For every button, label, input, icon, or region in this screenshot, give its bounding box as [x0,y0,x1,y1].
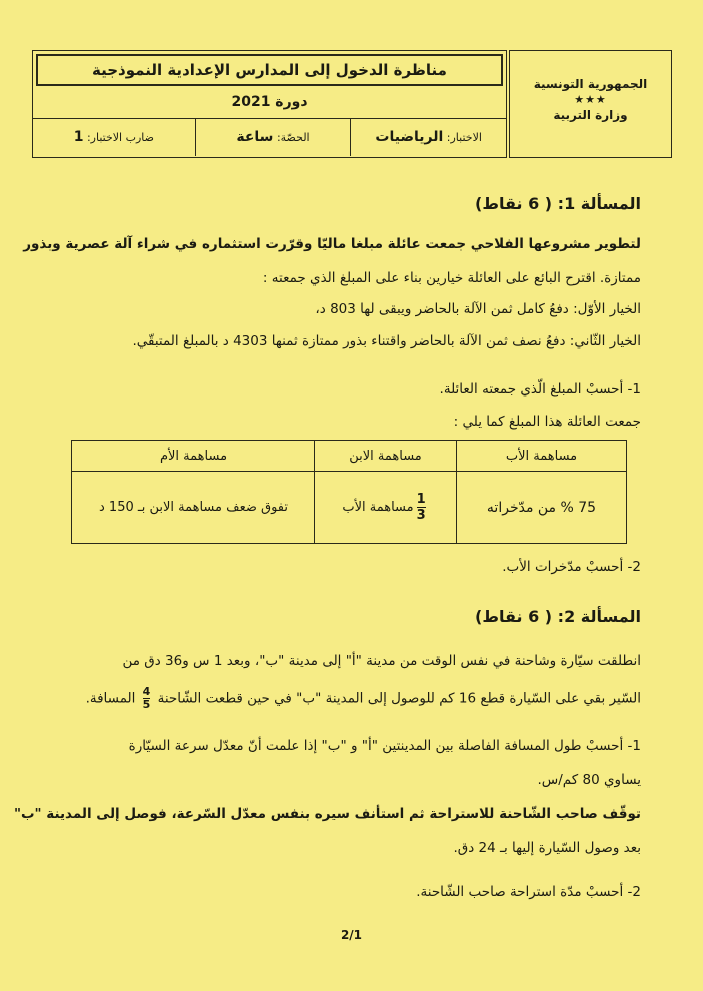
ministry-name: وزارة التربية [553,108,628,122]
stars-icon: ★★★ [574,93,607,106]
problem2-question1-cont: يساوي 80 كم/س. [537,772,641,788]
ministry-box [509,50,672,158]
exam-details-row [33,119,506,156]
coefficient-value: 1 [73,129,84,145]
problem2-line3: توقّف صاحب الشّاحنة للاستراحة ثم استأنف سيره بنفس معدّل السّرعة، فوصل إلى المدينة "ب" [13,806,641,822]
page-number: 2/1 [340,928,363,942]
contributions-table [71,440,627,544]
header-mother: مساهمة الأم [159,448,228,464]
problem2-line2-end: المسافة. [85,690,136,707]
problem2-line4: بعد وصول السّيارة إليها بـ 24 دق. [453,840,641,856]
subject-label: الاختبار: [446,131,482,144]
coefficient-label: ضارب الاختبار: [86,131,154,144]
header-info-box [32,50,507,158]
son-fraction-numerator: 1 [416,492,426,507]
problem1-line2: ممتازة. اقترح البائع على العائلة خيارين بناء على المبلغ الذي جمعته : [262,270,641,286]
problem1-question2: 2- أحسبْ مدّخرات الأب. [502,559,641,575]
problem2-question1: 1- أحسبْ طول المسافة الفاصلة بين المدينتين "أ" و "ب" إذا علمت أنّ معدّل سرعة السيّارة [128,738,641,754]
problem1-question1: 1- أحسبْ المبلغ الّذي جمعته العائلة. [439,381,641,397]
problem1-heading: المسألة 1: ( 6 نقاط) [475,194,641,213]
problem2-line2 [86,686,641,711]
exam-title: مناظرة الدخول إلى المدارس الإعدادية النموذجية [36,54,503,86]
cell-mother: تفوق ضعف مساهمة الابن بـ 150 د [99,500,289,515]
problem2-question2: 2- أحسبْ مدّة استراحة صاحب الشّاحنة. [416,884,641,900]
header-father: مساهمة الأب [456,441,626,471]
table-intro: جمعت العائلة هذا المبلغ كما يلي : [453,414,641,430]
header-son: مساهمة الابن [314,441,456,471]
coefficient-cell [33,119,195,156]
duration-value: ساعة [236,129,274,145]
cell-father: 75 % من مدّخراته [456,472,626,543]
duration-label: الحصّة: [276,131,310,144]
son-fraction-text: مساهمة الأب [342,500,414,515]
table-body-row [72,472,626,543]
problem2-line2-start: السّير بقي على السّيارة قطع 16 كم للوصول إلى المدينة "ب" في حين قطعت الشّاحنة [157,690,641,707]
exam-session: دورة 2021 [33,86,506,119]
duration-cell [195,119,351,156]
subject-cell [350,119,506,156]
exam-header [32,50,672,158]
country-name: الجمهورية التونسية [533,77,648,91]
son-fraction-denominator: 3 [416,508,426,523]
cell-son [314,472,456,543]
problem1-option2: الخيار الثّاني: دفعُ نصف ثمن الآلة بالحاضر واقتناء بذور ممتازة ثمنها 4303 د بالمبلغ المتبقّي. [132,333,641,349]
son-fraction [417,492,426,523]
problem2-heading: المسألة 2: ( 6 نقاط) [475,607,641,626]
subject-value: الرياضيات [375,129,444,145]
truck-fraction-denominator: 5 [142,698,151,711]
truck-fraction-numerator: 4 [142,685,151,698]
problem1-option1: الخيار الأوّل: دفعُ كامل ثمن الآلة بالحاضر ويبقى لها 803 د، [315,301,641,317]
problem2-line1: انطلقت سيّارة وشاحنة في نفس الوقت من مدينة "أ" إلى مدينة "ب"، وبعد 1 س و36 دق من [122,653,641,669]
problem1-line1: لتطوير مشروعها الفلاحي جمعت عائلة مبلغا ماليّا وقرّرت استثماره في شراء آلة عصرية وبذور [23,236,641,252]
truck-fraction [143,686,151,711]
table-header-row [72,441,626,472]
